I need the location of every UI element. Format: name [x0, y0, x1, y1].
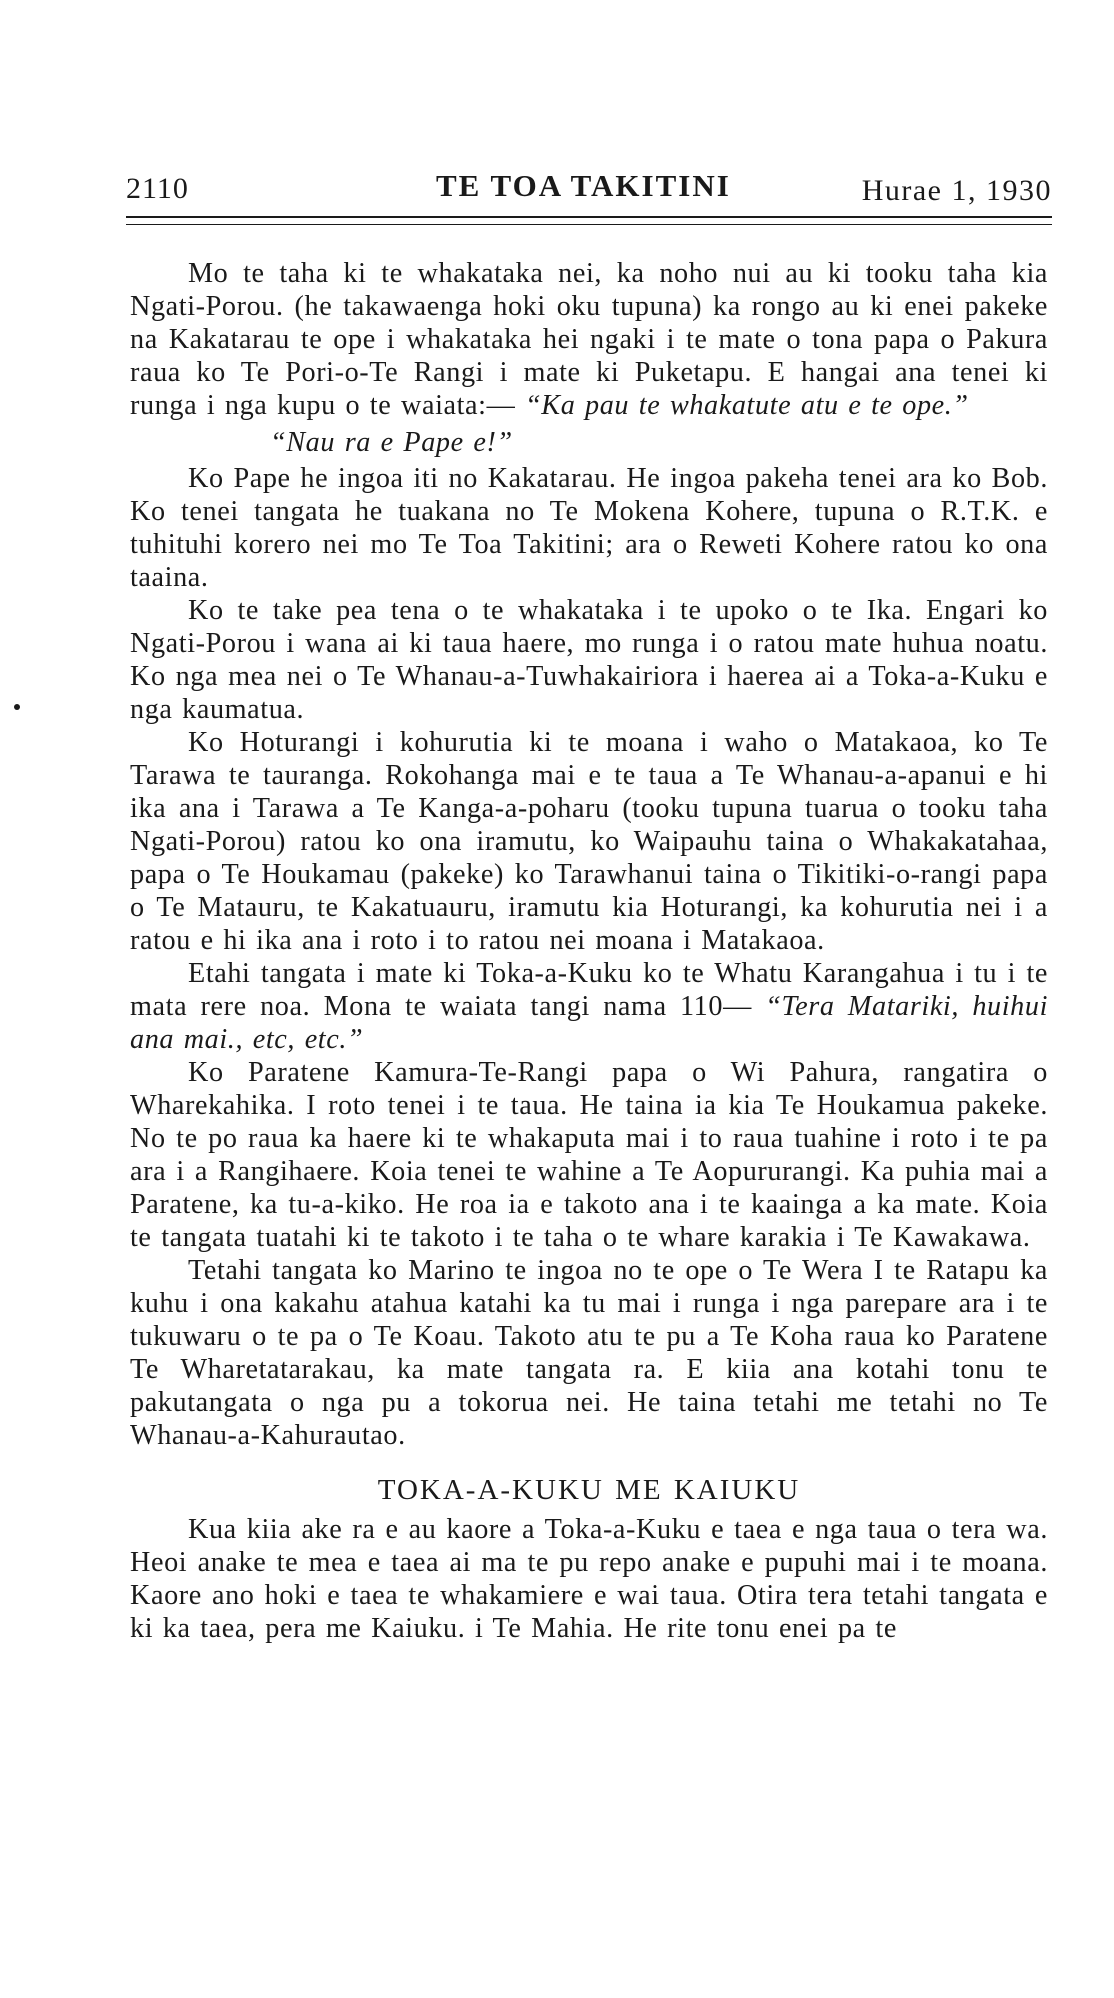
paragraph: Tetahi tangata ko Marino te ingoa no te ope o Te Wera I te Ratapu ka kuhu i ona kakahu atahua katahi ka tu mai i runga i nga parepare ara i te tukuwaru o te pa o Te Koau. Takoto atu te pu a Te Koha raua ko Paratene Te Wharetatarakau, ka mate tangata ra. E kiia ana kotahi tonu te pakutangata o nga pu a tokorua nei. He taina tetahi me tetahi no Te Whanau-a-Kahurautao.: [130, 1255, 1048, 1451]
inline-quote: “Tera Matariki, huihui ana mai., etc, etc.”: [130, 991, 1048, 1055]
quote-line: [130, 426, 1048, 459]
paragraph: Ko te take pea tena o te whakataka i te upoko o te Ika. Engari ko Ngati-Porou i wana ai ki taua haere, mo runga i o ratou mate huhua noatu. Ko nga mea nei o Te Whanau-a-Tuwhakairiora i haerea ai a Toka-a-Kuku e nga kaumatua.: [130, 595, 1048, 725]
paragraph: [130, 257, 1048, 422]
section-heading: TOKA-A-KUKU ME KAIUKU: [377, 1474, 801, 1506]
paragraph: [130, 957, 1048, 1056]
paragraph-text: Mo te taha ki te whakataka nei, ka noho nui au ki tooku taha kia Ngati-Porou. (he takawaenga hoki oku tupuna) ka rongo au ki enei pakeke na Kakatarau te ope i whakataka hei ngaki i te mate o tona papa o Pakura raua ko Te Pori-o-Te Rangi i mate ki Puketapu. E hangai ana tenei ki runga i nga kupu o te waiata:—: [130, 258, 1048, 421]
quote-text: “Nau ra e Pape e!”: [270, 427, 513, 458]
journal-title: TE TOA TAKITINI: [436, 168, 731, 203]
header-rule-thin: [126, 224, 1052, 225]
inline-quote: “Ka pau te whakatute atu e te ope.”: [525, 390, 969, 421]
paragraph: Ko Paratene Kamura-Te-Rangi papa o Wi Pahura, rangatira o Wharekahika. I roto tenei i te taua. He taina ia kia Te Houkamua pakeke. No te po raua ka haere ki te whakaputa mai i to raua tuahine i roto i te pa ara i a Rangihaere. Koia tenei te wahine a Te Aopururangi. Ka puhia mai a Paratene, ka tu-a-kiko. He roa ia e takoto ana i te kaainga a ka mate. Koia te tangata tuatahi ki te takoto i te taha o te whare karakia i Te Kawakawa.: [130, 1057, 1048, 1253]
margin-mark: [14, 704, 20, 710]
paragraph-text: Etahi tangata i mate ki Toka-a-Kuku ko te Whatu Karangahua i tu i te mata rere noa. Mona te waiata tangi nama 110—: [130, 958, 1048, 1022]
paragraph: Ko Pape he ingoa iti no Kakatarau. He ingoa pakeha tenei ara ko Bob. Ko tenei tangata he tuakana no Te Mokena Kohere, tupuna o R.T.K. e tuhituhi korero nei mo Te Toa Takitini; ara o Reweti Kohere ratou ko ona taaina.: [130, 463, 1048, 593]
running-header: [126, 168, 1052, 212]
paragraph: Ko Hoturangi i kohurutia ki te moana i waho o Matakaoa, ko Te Tarawa te tauranga. Rokohanga mai e te taua a Te Whanau-a-apanui e hi ika ana i Tarawa a Te Kanga-a-poharu (tooku tupuna tuarua o tooku taha Ngati-Porou) ratou ko ona iramutu, ko Waipauhu taina o Whakakatahaa, papa o Te Houkamau (pakeke) ko Tarawhanui taina o Tikitiki-o-rangi papa o Te Matauru, te Kakatuauru, iramutu kia Hoturangi, ka kohurutia nei i a ratou e hi ika ana i roto i to ratou nei moana i Matakaoa.: [130, 727, 1048, 956]
header-rule: [126, 216, 1052, 218]
issue-date: Hurae 1, 1930: [861, 174, 1052, 207]
article-body: [130, 257, 1048, 1645]
paragraph: Kua kiia ake ra e au kaore a Toka-a-Kuku e taea e nga taua o tera wa. Heoi anake te mea e taea ai ma te pu repo anake e pupuhi mai i te moana. Kaore ano hoki e taea te whakamiere e wai taua. Otira tera tetahi tangata e ki ka taea, pera me Kaiuku. i Te Mahia. He rite tonu enei pa te: [130, 1514, 1048, 1644]
page-number: 2110: [126, 172, 189, 205]
